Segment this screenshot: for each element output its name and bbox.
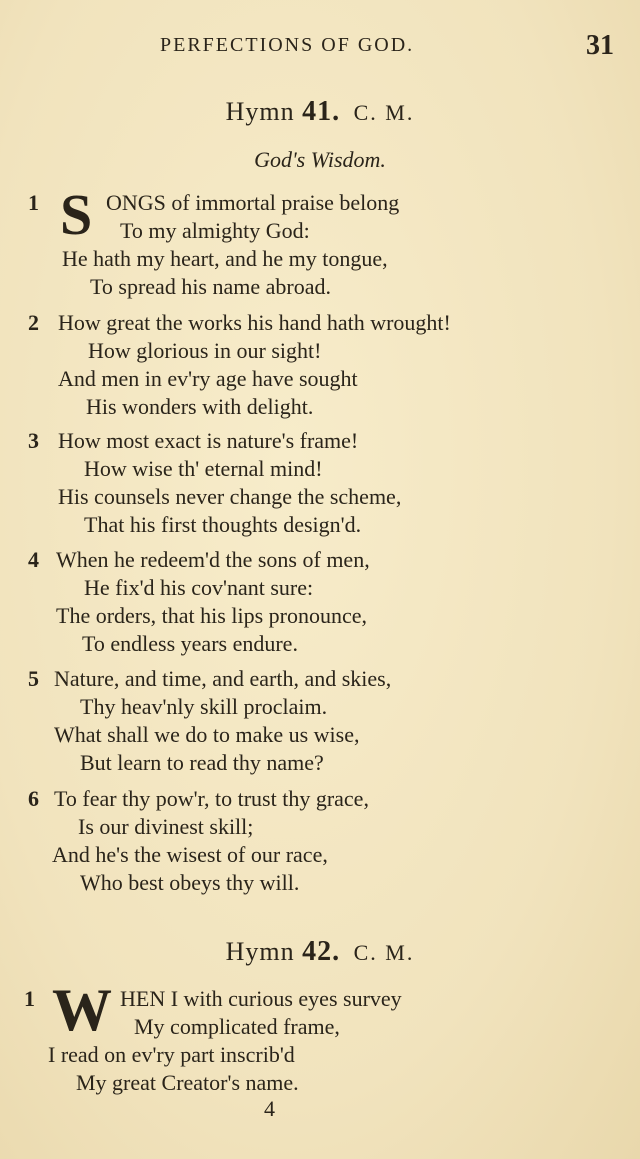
verse-line: That his first thoughts design'd.	[84, 512, 362, 537]
verse-line: HEN I with curious eyes survey	[120, 986, 402, 1011]
verse-line: My complicated frame,	[134, 1014, 340, 1039]
verse-line: To fear thy pow'r, to trust thy grace,	[54, 786, 369, 811]
verse-line: To endless years endure.	[82, 631, 298, 656]
verse-line: My great Creator's name.	[76, 1070, 299, 1095]
verse-line: And he's the wisest of our race,	[52, 842, 328, 867]
drop-cap: S	[60, 182, 93, 247]
stanza-number: 2	[28, 310, 39, 335]
stanza-number: 5	[28, 666, 39, 691]
verse-line: How most exact is nature's frame!	[58, 428, 359, 453]
verse-line: How great the works his hand hath wrought!	[58, 310, 451, 335]
stanza-number: 3	[28, 428, 39, 453]
stanza-number: 1	[24, 986, 35, 1011]
hymn-number: 41.	[302, 96, 341, 127]
running-head: PERFECTIONS OF GOD.	[160, 34, 415, 56]
verse-line: Nature, and time, and earth, and skies,	[54, 666, 392, 691]
verse-line: But learn to read thy name?	[80, 750, 324, 775]
verse-line: His wonders with delight.	[86, 394, 314, 419]
verse-line: His counsels never change the scheme,	[58, 484, 402, 509]
hymn-number: 42.	[302, 936, 341, 967]
verse-line: He fix'd his cov'nant sure:	[84, 575, 314, 600]
verse-line: To my almighty God:	[120, 218, 310, 243]
verse-line: I read on ev'ry part inscrib'd	[48, 1042, 295, 1067]
verse-line: ONGS of immortal praise belong	[106, 190, 400, 215]
hymn-subtitle: God's Wisdom.	[254, 147, 386, 172]
hymn-meter: C. M.	[353, 940, 415, 965]
verse-line: The orders, that his lips pronounce,	[56, 603, 367, 628]
stanza-number: 4	[28, 547, 39, 572]
verse-line: When he redeem'd the sons of men,	[56, 547, 370, 572]
drop-cap: W	[52, 977, 112, 1043]
verse-line: What shall we do to make us wise,	[54, 722, 360, 747]
hymn-42-title	[0, 936, 640, 968]
hymn-label: Hymn	[225, 97, 295, 126]
verse-line: Thy heav'nly skill proclaim.	[80, 694, 328, 719]
signature-mark: 4	[264, 1096, 275, 1121]
verse-line: And men in ev'ry age have sought	[58, 366, 358, 391]
verse-line: He hath my heart, and he my tongue,	[62, 246, 388, 271]
verse-line: Who best obeys thy will.	[80, 870, 300, 895]
verse-line: How wise th' eternal mind!	[84, 456, 323, 481]
verse-line: Is our divinest skill;	[78, 814, 254, 839]
stanza-number: 1	[28, 190, 39, 215]
verse-line: How glorious in our sight!	[88, 338, 322, 363]
page-number: 31	[586, 30, 614, 61]
hymn-41-title	[0, 96, 640, 128]
hymn-label: Hymn	[225, 937, 295, 966]
verse-line: To spread his name abroad.	[90, 274, 331, 299]
stanza-number: 6	[28, 786, 39, 811]
hymn-meter: C. M.	[353, 100, 415, 125]
